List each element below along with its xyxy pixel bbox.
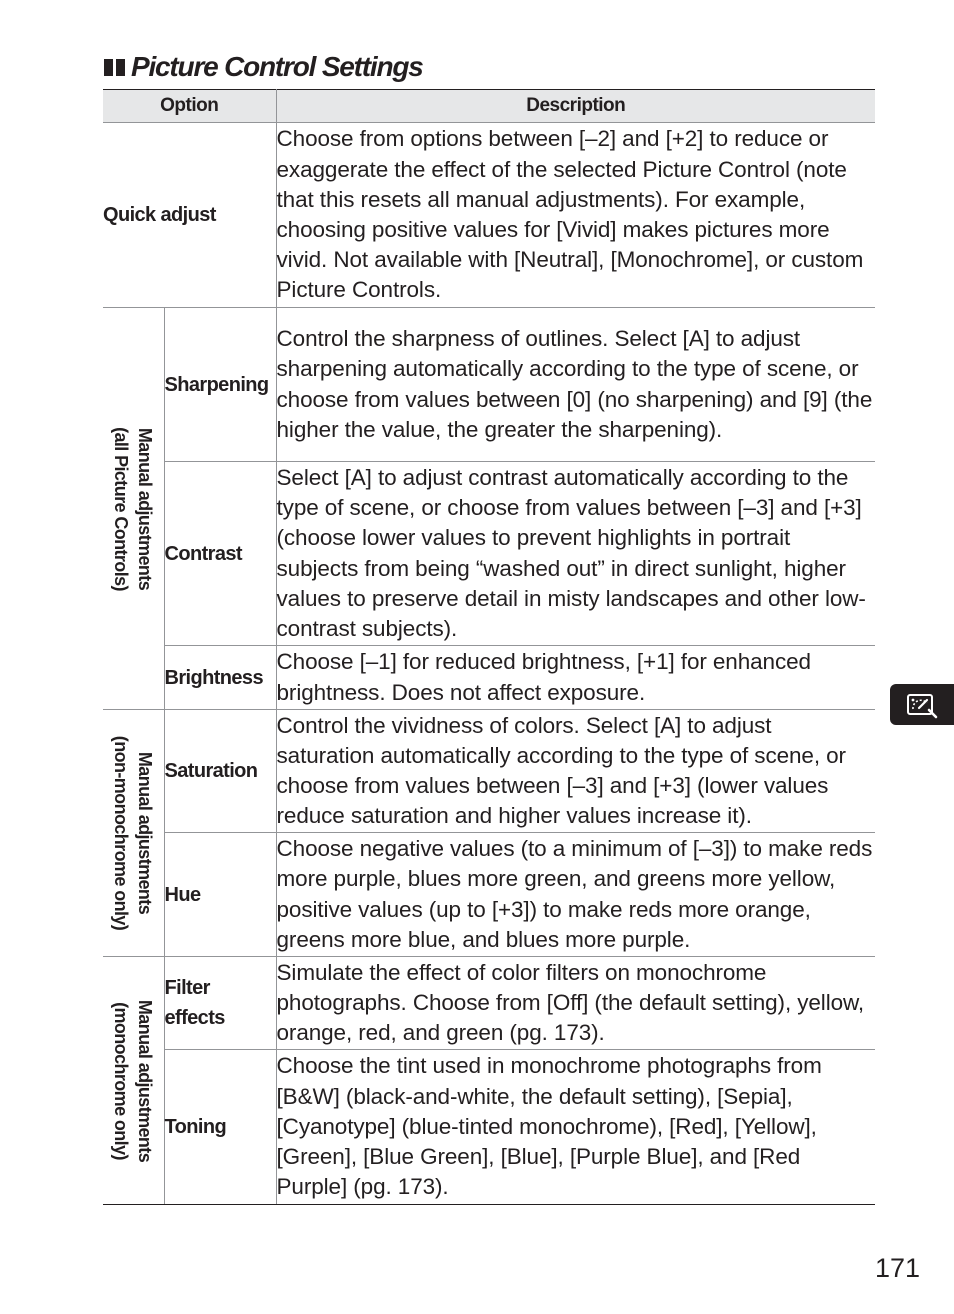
group-label-line: (non-monochrome only): [111, 735, 132, 931]
table-row: [103, 957, 875, 1050]
retouch-menu-tab: [890, 684, 954, 725]
group-label: [109, 427, 157, 591]
retouch-menu-icon: [905, 691, 939, 719]
option-description: Choose from options between [–2] and [+2] to reduce or exaggerate the effect of the selected Picture Control (note that this resets all manual adjustments). For example, choosing positive values for [Vivid] makes pictures more vivid. Not available with [Neutral], [Monochrome], or custom Picture Controls.: [276, 123, 875, 308]
table-row: [103, 833, 875, 957]
section-heading: [104, 50, 423, 84]
option-description: Select [A] to adjust contrast automatically according to the type of scene, or choose from values between [–3] and [+3] (choose lower values to prevent highlights in portrait subjects from being “washed out” in direct sunlight, higher values to preserve detail in misty landscapes and other low-contrast subjects).: [276, 462, 875, 646]
group-label-cell: [103, 710, 164, 957]
group-label-line: Manual adjustments: [135, 751, 156, 915]
table-row: [103, 308, 875, 462]
option-label: Toning: [164, 1050, 276, 1205]
option-label: Brightness: [164, 646, 276, 710]
option-label: Quick adjust: [103, 123, 276, 308]
option-description: Control the sharpness of outlines. Select [A] to adjust sharpening automatically according to the type of scene, or choose from values between [0] (no sharpening) and [9] (the higher the value, the greater the sharpening).: [276, 308, 875, 462]
option-description: Choose [–1] for reduced brightness, [+1] for enhanced brightness. Does not affect exposure.: [276, 646, 875, 710]
group-label-line: Manual adjustments: [135, 999, 156, 1162]
table-row: [103, 1050, 875, 1205]
group-label-cell: [103, 957, 164, 1205]
option-label: Hue: [164, 833, 276, 957]
group-label: [109, 999, 157, 1161]
description-column-header: Description: [276, 90, 875, 123]
option-description: Simulate the effect of color filters on monochrome photographs. Choose from [Off] (the default setting), yellow, orange, red, and green (pg. 173).: [276, 957, 875, 1050]
page-number: 171: [874, 1253, 920, 1283]
option-description: Choose negative values (to a minimum of [–3]) to make reds more purple, blues more green, and greens more yellow, positive values (up to [+3]) to make reds more orange, greens more blue, and blues more purple.: [276, 833, 875, 957]
section-title: Picture Control Settings: [131, 51, 423, 82]
group-label-cell: [103, 308, 164, 710]
option-label: Contrast: [164, 462, 276, 646]
table-row: [103, 462, 875, 646]
option-column-header: Option: [103, 90, 276, 123]
group-label: [109, 736, 157, 930]
table-row: [103, 646, 875, 710]
option-label-line: effects: [164, 1007, 225, 1029]
group-label-line: (monochrome only): [111, 1001, 132, 1160]
table-row: [103, 710, 875, 833]
option-label: Saturation: [164, 710, 276, 833]
table-header-row: [103, 90, 875, 123]
group-label-line: (all Picture Controls): [111, 426, 132, 591]
option-description: Choose the tint used in monochrome photographs from [B&W] (black-and-white, the default setting), [Sepia], [Cyanotype] (blue-tinted monochrome), [Red], [Yellow], [Green], [Blue Green], [Blue], [Purple Blue], and [Red Purple] (pg. 173).: [276, 1050, 875, 1205]
table-row: [103, 123, 875, 308]
section-marker-icon: [104, 59, 125, 76]
option-label: [164, 957, 276, 1050]
picture-control-settings-table: [103, 89, 875, 1205]
option-description: Control the vividness of colors. Select [A] to adjust saturation automatically according to the type of scene, or choose from values between [–3] and [+3] (lower values reduce saturation and higher values increase it).: [276, 710, 875, 833]
option-label: Sharpening: [164, 308, 276, 462]
group-label-line: Manual adjustments: [135, 427, 156, 590]
option-label-line: Filter: [164, 977, 210, 999]
